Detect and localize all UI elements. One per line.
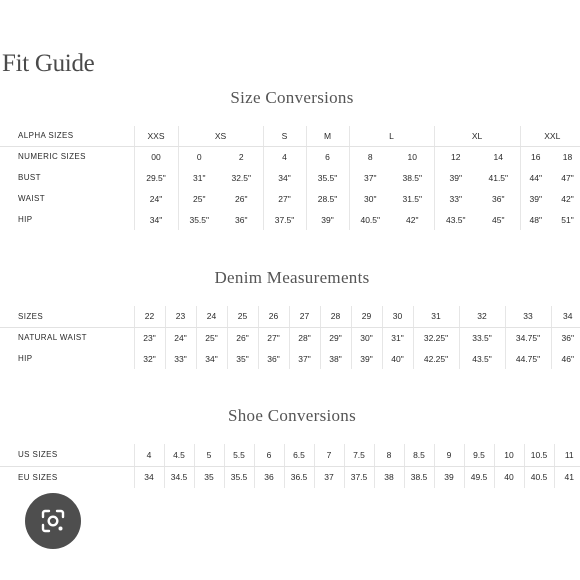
table-cell: 42.25" xyxy=(413,348,459,369)
alpha-size-header: S xyxy=(263,126,306,146)
table-cell: 43.5" xyxy=(459,348,505,369)
table-cell: 35" xyxy=(227,348,258,369)
row-label: NUMERIC SIZES xyxy=(18,152,86,162)
table-cell: 18 xyxy=(562,151,573,162)
alpha-size-header: M xyxy=(306,126,349,146)
table-row xyxy=(0,146,580,167)
table-cell: 37 xyxy=(314,466,344,488)
row-label: SIZES xyxy=(0,306,134,327)
table-cell: 14 xyxy=(493,151,503,162)
table-cell: 12 xyxy=(434,146,477,167)
shoe-conversions-table xyxy=(0,444,580,488)
table-cell: 6.5 xyxy=(284,444,314,466)
table-cell: 25" xyxy=(196,327,227,348)
table-cell: 38.5" xyxy=(402,172,423,183)
table-cell: 37" xyxy=(289,348,320,369)
table-cell: 26" xyxy=(227,327,258,348)
table-cell: 35 xyxy=(194,466,224,488)
table-cell: 31 xyxy=(413,306,459,327)
row-label: ALPHA SIZES xyxy=(0,126,134,146)
table-cell: 35.5 xyxy=(224,466,254,488)
table-cell: 36 xyxy=(254,466,284,488)
table-cell: 34" xyxy=(263,167,306,188)
alpha-size-header: XL xyxy=(434,126,520,146)
table-cell: 29.5" xyxy=(134,167,178,188)
table-cell: 28.5" xyxy=(306,188,349,209)
table-cell: 4 xyxy=(263,146,306,167)
table-cell: 16 xyxy=(520,146,551,167)
table-cell: 30 xyxy=(382,306,413,327)
table-row xyxy=(0,167,580,188)
table-cell: 6 xyxy=(306,146,349,167)
table-cell: 29 xyxy=(351,306,382,327)
table-cell: 40.5 xyxy=(524,466,554,488)
table-cell: 36" xyxy=(235,214,248,225)
row-label: EU SIZES xyxy=(18,472,58,482)
size-conversions-title: Size Conversions xyxy=(230,88,354,107)
table-cell: 49.5 xyxy=(464,466,494,488)
table-cell: 37" xyxy=(349,167,391,188)
table-cell: 22 xyxy=(134,306,165,327)
table-cell: 38.5 xyxy=(404,466,434,488)
table-cell: 27 xyxy=(289,306,320,327)
table-cell: 39" xyxy=(520,188,551,209)
alpha-size-header: XXL xyxy=(520,126,580,146)
table-cell: 39" xyxy=(434,167,477,188)
table-cell: 30" xyxy=(351,327,382,348)
lens-search-button[interactable] xyxy=(25,493,81,549)
table-row xyxy=(0,327,580,348)
table-cell: 44.75" xyxy=(505,348,551,369)
table-cell: 9 xyxy=(434,444,464,466)
table-cell: 34" xyxy=(134,209,178,230)
size-conversions-table xyxy=(0,126,580,230)
table-row xyxy=(0,188,580,209)
table-row xyxy=(0,348,580,369)
table-cell: 36.5 xyxy=(284,466,314,488)
table-cell: 47" xyxy=(561,172,574,183)
table-cell: 8 xyxy=(349,146,391,167)
table-cell: 33.5" xyxy=(459,327,505,348)
table-cell: 40 xyxy=(494,466,524,488)
alpha-size-header: XXS xyxy=(134,126,178,146)
table-cell: 39" xyxy=(351,348,382,369)
table-cell: 11 xyxy=(554,444,580,466)
row-label: WAIST xyxy=(18,194,46,203)
table-cell: 31.5" xyxy=(402,193,423,204)
table-cell: 23" xyxy=(134,327,165,348)
row-label: BUST xyxy=(18,173,41,182)
table-cell: 28 xyxy=(320,306,351,327)
table-cell: 37.5 xyxy=(344,466,374,488)
table-cell: 51" xyxy=(561,214,574,225)
table-row xyxy=(0,444,580,466)
table-cell: 5 xyxy=(194,444,224,466)
table-cell: 25" xyxy=(178,188,220,209)
row-label: HIP xyxy=(18,215,33,224)
page-title: Fit Guide xyxy=(2,50,95,77)
table-cell: 9.5 xyxy=(464,444,494,466)
table-cell: 48" xyxy=(520,209,551,230)
table-cell: 26 xyxy=(258,306,289,327)
table-cell: 34.75" xyxy=(505,327,551,348)
table-cell: 35.5" xyxy=(178,209,220,230)
table-cell: 4.5 xyxy=(164,444,194,466)
table-cell: 23 xyxy=(165,306,196,327)
table-cell: 32" xyxy=(134,348,165,369)
table-cell: 00 xyxy=(134,146,178,167)
table-cell: 2 xyxy=(238,151,244,162)
table-cell: 40" xyxy=(382,348,413,369)
table-cell: 39" xyxy=(306,209,349,230)
row-label: NATURAL WAIST xyxy=(18,333,87,343)
table-cell: 31" xyxy=(382,327,413,348)
table-cell: 7.5 xyxy=(344,444,374,466)
table-row xyxy=(0,126,580,146)
table-cell: 44" xyxy=(520,167,551,188)
table-cell: 31" xyxy=(178,167,220,188)
shoe-conversions-title: Shoe Conversions xyxy=(227,406,357,425)
denim-measurements-title: Denim Measurements xyxy=(214,268,370,287)
lens-search-icon xyxy=(39,507,67,535)
table-cell: 4 xyxy=(134,444,164,466)
table-cell: 34 xyxy=(134,466,164,488)
denim-measurements-table xyxy=(0,306,580,369)
table-cell: 5.5 xyxy=(224,444,254,466)
table-cell: 37.5" xyxy=(263,209,306,230)
table-cell: 34" xyxy=(196,348,227,369)
table-cell: 45" xyxy=(492,214,505,225)
alpha-size-header: L xyxy=(349,126,434,146)
table-cell: 24" xyxy=(165,327,196,348)
table-cell: 33" xyxy=(434,188,477,209)
table-cell: 35.5" xyxy=(306,167,349,188)
table-cell: 41.5" xyxy=(488,172,509,183)
table-row xyxy=(0,466,580,488)
table-cell: 0 xyxy=(178,146,220,167)
alpha-size-header: XS xyxy=(178,126,263,146)
table-cell: 46" xyxy=(551,348,580,369)
row-label: HIP xyxy=(18,354,33,363)
table-cell: 26" xyxy=(235,193,248,204)
table-cell: 27" xyxy=(258,327,289,348)
table-cell: 36" xyxy=(551,327,580,348)
table-cell: 8.5 xyxy=(404,444,434,466)
table-row xyxy=(0,306,580,327)
table-cell: 6 xyxy=(254,444,284,466)
table-cell: 24 xyxy=(196,306,227,327)
table-cell: 28" xyxy=(289,327,320,348)
table-cell: 33" xyxy=(165,348,196,369)
table-cell: 30" xyxy=(349,188,391,209)
table-cell: 32 xyxy=(459,306,505,327)
table-cell: 24" xyxy=(134,188,178,209)
table-cell: 32.25" xyxy=(413,327,459,348)
table-cell: 36" xyxy=(492,193,505,204)
table-cell: 7 xyxy=(314,444,344,466)
table-cell: 33 xyxy=(505,306,551,327)
table-row xyxy=(0,209,580,230)
table-cell: 10 xyxy=(407,151,417,162)
table-cell: 10 xyxy=(494,444,524,466)
table-cell: 32.5" xyxy=(231,172,252,183)
table-cell: 41 xyxy=(554,466,580,488)
table-cell: 10.5 xyxy=(524,444,554,466)
table-cell: 34 xyxy=(551,306,580,327)
table-cell: 29" xyxy=(320,327,351,348)
table-cell: 42" xyxy=(561,193,574,204)
table-cell: 8 xyxy=(374,444,404,466)
table-cell: 25 xyxy=(227,306,258,327)
row-label: US SIZES xyxy=(0,444,134,466)
table-cell: 27" xyxy=(263,188,306,209)
table-cell: 39 xyxy=(434,466,464,488)
table-cell: 38 xyxy=(374,466,404,488)
table-cell: 36" xyxy=(258,348,289,369)
table-cell: 42" xyxy=(406,214,419,225)
table-cell: 43.5" xyxy=(434,209,477,230)
table-cell: 38" xyxy=(320,348,351,369)
table-cell: 40.5" xyxy=(349,209,391,230)
table-cell: 34.5 xyxy=(164,466,194,488)
